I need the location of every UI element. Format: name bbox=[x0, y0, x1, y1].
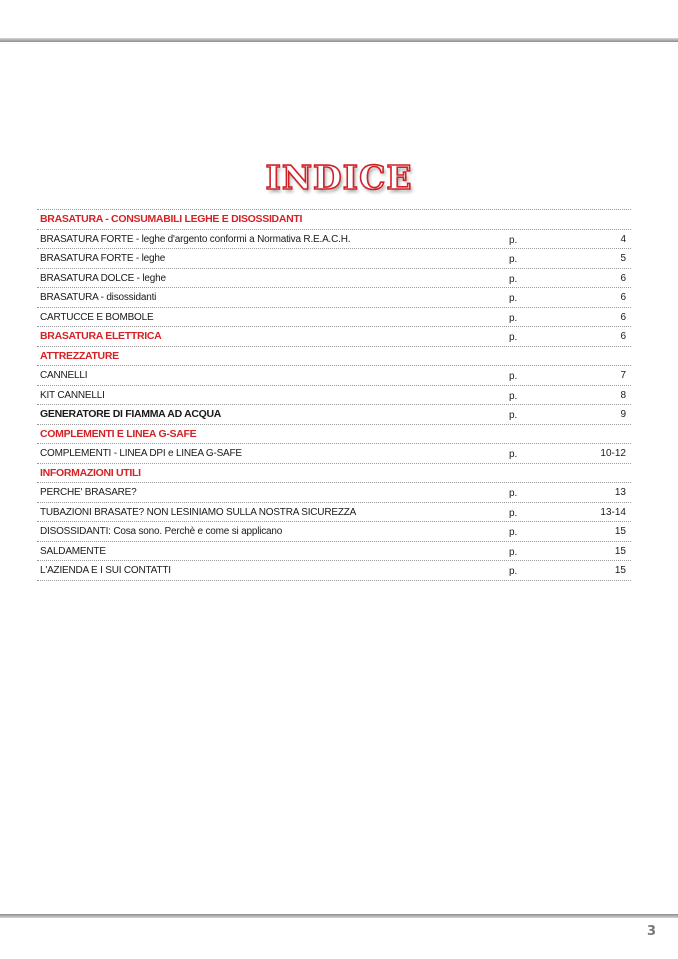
toc-page-prefix: p. bbox=[509, 254, 518, 265]
toc-label: COMPLEMENTI - LINEA DPI e LINEA G-SAFE bbox=[40, 448, 242, 459]
toc-row bbox=[37, 561, 631, 581]
toc-row bbox=[37, 444, 631, 464]
toc-row bbox=[37, 249, 631, 269]
toc-label: ATTREZZATURE bbox=[40, 349, 119, 362]
toc-page-number: 13-14 bbox=[600, 506, 626, 518]
toc-page-number: 15 bbox=[614, 545, 626, 557]
toc-row bbox=[37, 464, 631, 484]
toc-label: TUBAZIONI BRASATE? NON LESINIAMO SULLA NOSTRA SICUREZZA bbox=[40, 506, 357, 518]
toc-row bbox=[37, 308, 631, 328]
toc-row bbox=[37, 347, 631, 367]
toc-page-number: 5 bbox=[620, 253, 626, 264]
toc-page-prefix: p. bbox=[509, 371, 518, 382]
toc-page-number: 6 bbox=[620, 331, 626, 342]
toc-page-number: 13 bbox=[614, 487, 626, 498]
toc-page-prefix: p. bbox=[509, 273, 518, 285]
toc-page-prefix: p. bbox=[509, 332, 518, 343]
toc-label: SALDAMENTE bbox=[40, 545, 106, 557]
toc-label: DISOSSIDANTI: Cosa sono. Perchè e come si applicano bbox=[40, 526, 283, 537]
toc-page-prefix: p. bbox=[509, 449, 518, 460]
toc-page-prefix: p. bbox=[509, 546, 518, 558]
toc-row bbox=[37, 210, 631, 230]
table-of-contents bbox=[37, 209, 631, 581]
toc-label: BRASATURA - CONSUMABILI LEGHE E DISOSSIDANTI bbox=[40, 213, 303, 225]
toc-page-number: 8 bbox=[620, 389, 626, 401]
toc-row bbox=[37, 230, 631, 250]
toc-page-prefix: p. bbox=[509, 527, 518, 538]
toc-page-number: 6 bbox=[620, 311, 626, 323]
toc-label: COMPLEMENTI E LINEA G-SAFE bbox=[40, 427, 197, 440]
toc-row bbox=[37, 483, 631, 503]
toc-row bbox=[37, 386, 631, 406]
toc-label: PERCHE' BRASARE? bbox=[40, 487, 137, 498]
toc-row bbox=[37, 288, 631, 308]
toc-row bbox=[37, 503, 631, 523]
toc-label: L'AZIENDA E I SUI CONTATTI bbox=[40, 565, 171, 576]
toc-page-number: 6 bbox=[620, 272, 626, 284]
toc-row bbox=[37, 522, 631, 542]
toc-label: CANNELLI bbox=[40, 370, 88, 381]
toc-label: KIT CANNELLI bbox=[40, 389, 105, 401]
toc-page-prefix: p. bbox=[509, 293, 518, 304]
toc-label: CARTUCCE E BOMBOLE bbox=[40, 311, 154, 323]
toc-page-prefix: p. bbox=[509, 390, 518, 402]
toc-label: BRASATURA FORTE - leghe bbox=[40, 253, 166, 264]
toc-page-prefix: p. bbox=[509, 234, 518, 246]
page-number: 3 bbox=[646, 924, 656, 939]
toc-label: GENERATORE DI FIAMMA AD ACQUA bbox=[40, 408, 222, 420]
top-border-rule bbox=[0, 38, 678, 42]
toc-label: BRASATURA FORTE - leghe d'argento conformi a Normativa R.E.A.C.H. bbox=[40, 233, 351, 245]
toc-label: BRASATURA - disossidanti bbox=[40, 292, 157, 303]
toc-label: BRASATURA ELETTRICA bbox=[40, 330, 162, 342]
page-title: INDICE bbox=[265, 158, 413, 197]
toc-page-number: 10-12 bbox=[600, 448, 626, 459]
toc-row bbox=[37, 269, 631, 289]
toc-page-number: 9 bbox=[620, 409, 626, 420]
toc-page-number: 7 bbox=[620, 370, 626, 381]
toc-page-number: 4 bbox=[620, 233, 626, 245]
toc-row bbox=[37, 425, 631, 445]
toc-row bbox=[37, 405, 631, 425]
toc-page-number: 15 bbox=[614, 565, 626, 576]
bottom-border-rule bbox=[0, 914, 678, 918]
toc-page-prefix: p. bbox=[509, 312, 518, 324]
toc-page-number: 6 bbox=[620, 292, 626, 303]
toc-row bbox=[37, 327, 631, 347]
toc-row bbox=[37, 366, 631, 386]
toc-page-prefix: p. bbox=[509, 488, 518, 499]
toc-row bbox=[37, 542, 631, 562]
toc-page-prefix: p. bbox=[509, 410, 518, 421]
toc-label: BRASATURA DOLCE - leghe bbox=[40, 272, 166, 284]
toc-page-number: 15 bbox=[614, 526, 626, 537]
toc-label: INFORMAZIONI UTILI bbox=[40, 466, 141, 479]
toc-page-prefix: p. bbox=[509, 507, 518, 519]
toc-page-prefix: p. bbox=[509, 566, 518, 577]
